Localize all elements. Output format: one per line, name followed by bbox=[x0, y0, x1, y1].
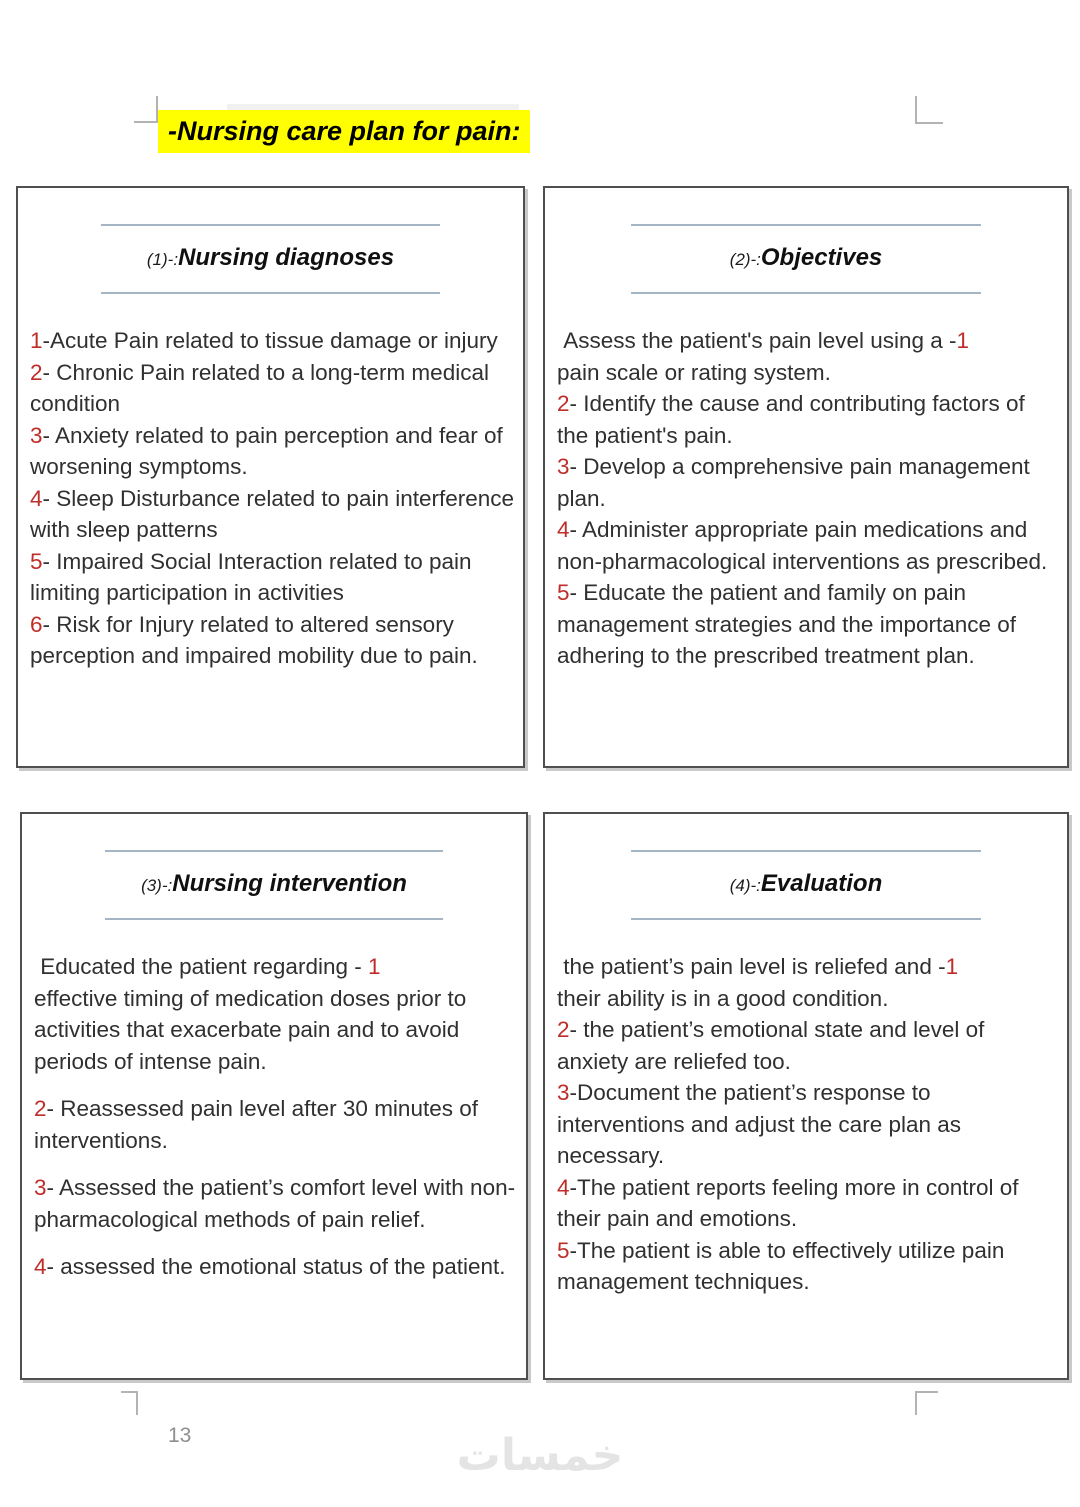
item-text: - Anxiety related to pain perception and fear of worsening symptoms. bbox=[30, 422, 503, 479]
list-item bbox=[557, 1172, 1059, 1235]
section-title: Nursing diagnoses bbox=[178, 244, 395, 271]
item-text: - Chronic Pain related to a long-term medical condition bbox=[30, 359, 489, 416]
section-nursing-diagnoses bbox=[16, 186, 525, 768]
item-number: 3 bbox=[30, 422, 43, 448]
item-text: - Identify the cause and contributing factors of the patient's pain. bbox=[557, 391, 1025, 448]
item-number: 4 bbox=[557, 517, 570, 542]
item-text: -The patient reports feeling more in control of their pain and emotions. bbox=[557, 1174, 1019, 1231]
section-number: (3)-: bbox=[141, 876, 173, 895]
page-title bbox=[158, 116, 530, 147]
list-item bbox=[30, 546, 515, 609]
list-item bbox=[34, 1172, 518, 1235]
list-item bbox=[30, 609, 515, 672]
item-text: - the patient’s emotional state and level of anxiety are reliefed too. bbox=[557, 1017, 985, 1074]
item-number: 3 bbox=[557, 454, 570, 479]
item-number: 2 bbox=[557, 391, 570, 416]
item-number: 1 bbox=[367, 954, 381, 979]
item-number: 6 bbox=[30, 611, 43, 637]
item-number: 3 bbox=[557, 1080, 570, 1105]
item-number: 4 bbox=[34, 1254, 47, 1279]
section-body bbox=[34, 951, 518, 1283]
list-item bbox=[557, 1014, 1059, 1077]
section-title: Objectives bbox=[760, 244, 883, 271]
section-number: (1)-: bbox=[146, 250, 179, 269]
item-text: - Impaired Social Interaction related to pain limiting participation in activities bbox=[30, 548, 472, 605]
section-body bbox=[557, 951, 1059, 1298]
item-text: -The patient is able to effectively utilize pain management techniques. bbox=[557, 1237, 1005, 1294]
list-item bbox=[30, 357, 515, 420]
item-text: -Document the patient’s response to interventions and adjust the care plan as necessary. bbox=[557, 1080, 962, 1168]
list-item bbox=[557, 951, 1059, 1014]
item-text: the patient’s pain level is reliefed and - bbox=[557, 954, 946, 979]
list-item bbox=[557, 1235, 1059, 1298]
item-text: - Educate the patient and family on pain management strategies and the importance of adhering to the prescribed treatment plan. bbox=[557, 580, 1017, 668]
section-evaluation bbox=[543, 812, 1069, 1380]
item-text: Assess the patient's pain level using a - bbox=[557, 328, 957, 353]
item-number: 5 bbox=[557, 1237, 570, 1263]
item-number: 2 bbox=[34, 1096, 47, 1121]
section-header bbox=[631, 850, 981, 920]
section-title: Nursing intervention bbox=[172, 870, 407, 897]
list-item bbox=[557, 388, 1059, 451]
item-text: - Reassessed pain level after 30 minutes of interventions. bbox=[34, 1096, 478, 1153]
list-item bbox=[557, 514, 1059, 577]
item-number: 2 bbox=[30, 359, 43, 385]
section-header bbox=[105, 850, 443, 920]
item-text: effective timing of medication doses prior to activities that exacerbate pain and to avoid periods of intense pain. bbox=[34, 985, 467, 1074]
list-item bbox=[30, 420, 515, 483]
item-number: 2 bbox=[557, 1017, 570, 1042]
list-item bbox=[557, 577, 1059, 672]
list-item bbox=[557, 1077, 1059, 1172]
margin-corner-mark-bottom-right bbox=[915, 1391, 938, 1415]
section-body bbox=[557, 325, 1059, 672]
section-number: (2)-: bbox=[729, 250, 761, 269]
section-header bbox=[101, 224, 439, 294]
list-item bbox=[34, 1251, 518, 1283]
margin-corner-mark-bottom-left bbox=[121, 1391, 138, 1415]
item-text: their ability is in a good condition. bbox=[557, 985, 889, 1011]
item-text: - Sleep Disturbance related to pain interference with sleep patterns bbox=[30, 485, 515, 542]
item-number: 4 bbox=[557, 1174, 570, 1200]
margin-corner-mark-top-right bbox=[915, 96, 943, 124]
list-item bbox=[30, 483, 515, 546]
list-item bbox=[557, 451, 1059, 514]
item-number: 5 bbox=[30, 548, 43, 574]
page-title-highlight: -Nursing care plan for pain: bbox=[158, 110, 530, 153]
margin-corner-mark-top-left bbox=[134, 96, 158, 123]
item-text: - Administer appropriate pain medications and non-pharmacological interventions as prescribed. bbox=[557, 517, 1048, 574]
watermark-text: خمسات bbox=[456, 1430, 624, 1481]
list-item bbox=[30, 325, 515, 357]
item-number: 3 bbox=[34, 1175, 47, 1200]
page-number: 13 bbox=[168, 1424, 192, 1447]
list-item bbox=[34, 1093, 518, 1156]
list-item bbox=[34, 951, 518, 1077]
list-item bbox=[557, 325, 1059, 388]
item-number: 1 bbox=[30, 328, 43, 353]
item-text: Educated the patient regarding - bbox=[34, 954, 368, 979]
section-body bbox=[30, 325, 515, 672]
section-nursing-intervention bbox=[20, 812, 528, 1380]
item-text: -Acute Pain related to tissue damage or injury bbox=[42, 328, 498, 353]
item-number: 5 bbox=[557, 580, 570, 605]
item-number: 1 bbox=[945, 954, 959, 979]
item-number: 4 bbox=[30, 485, 43, 511]
item-text: - Develop a comprehensive pain management plan. bbox=[557, 454, 1030, 511]
item-text: - Risk for Injury related to altered sensory perception and impaired mobility due to pain. bbox=[30, 611, 478, 668]
item-text: - Assessed the patient’s comfort level with non-pharmacological methods of pain relief. bbox=[34, 1175, 516, 1232]
section-header bbox=[631, 224, 981, 294]
section-number: (4)-: bbox=[729, 876, 761, 895]
section-title: Evaluation bbox=[760, 870, 883, 897]
section-objectives bbox=[543, 186, 1069, 768]
item-number: 1 bbox=[956, 328, 970, 353]
item-text: pain scale or rating system. bbox=[557, 359, 831, 385]
item-text: - assessed the emotional status of the patient. bbox=[46, 1254, 506, 1279]
